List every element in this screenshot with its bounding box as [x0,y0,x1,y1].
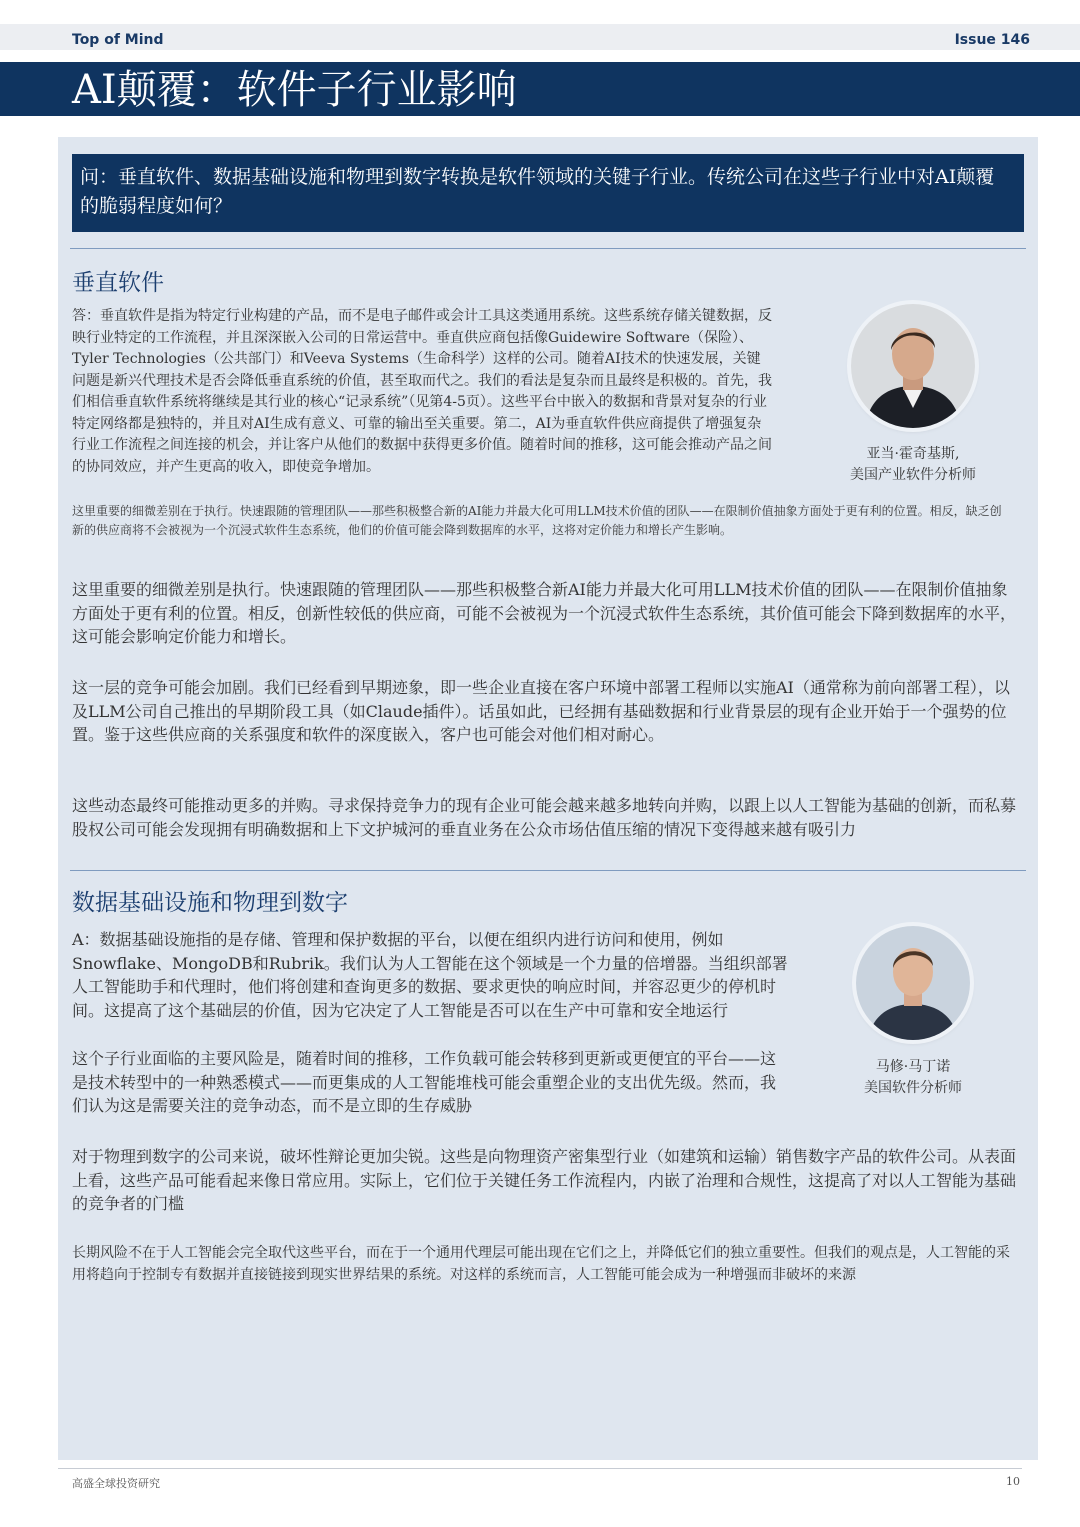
footer-divider [58,1468,1022,1469]
portrait-image [851,304,975,428]
issue-label: Issue 146 [954,32,1030,48]
vertical-software-paragraph-3: 这里重要的细微差别是执行。快速跟随的管理团队——那些积极整合新AI能力并最大化可用LLM技术价值的团队——在限制价值抽象方面处于更有利的位置。相反，创新性较低的供应商，可能不会被视为一个沉浸式软件生态系统，其价值可能会下降到数据库的水平，这可能会影响定价能力和增长。 [72,580,1017,646]
section-divider [70,248,1026,249]
section-heading-data-infrastructure: 数据基础设施和物理到数字 [72,890,348,916]
analyst-caption-2 [803,1057,1023,1099]
vertical-software-paragraph-4: 这一层的竞争可能会加剧。我们已经看到早期迹象，即一些企业直接在客户环境中部署工程师以实施AI（通常称为前向部署工程），以及LLM公司自己推出的早期阶段工具（如Claude插件）。话虽如此，已经拥有基础数据和行业背景层的现有企业开始于一个强势的位置。鉴于这些供应商的关系强度和软件的深度嵌入，客户也可能会对他们相对耐心。 [72,678,1010,744]
section-heading-vertical-software: 垂直软件 [72,270,164,296]
analyst-avatar-2 [856,926,970,1040]
data-infrastructure-paragraph-2: 这个子行业面临的主要风险是，随着时间的推移，工作负载可能会转移到更新或更便宜的平台——这是技术转型中的一种熟悉模式——而更集成的人工智能堆栈可能会重塑企业的支出优先级。然而，我们认为这是需要关注的竞争动态，而不是立即的生存威胁 [72,1049,777,1115]
analyst-title-2: 美国软件分析师 [864,1080,962,1096]
physical-to-digital-paragraph-1: 对于物理到数字的公司来说，破坏性辩论更加尖锐。这些是向物理资产密集型行业（如建筑和运输）销售数字产品的软件公司。从表面上看，这些产品可能看起来像日常应用。实际上，它们位于关键任务工作流程内，内嵌了治理和合规性，这提高了对以人工智能为基础的竞争者的门槛 [72,1147,1017,1213]
vertical-software-paragraph-1: 答：垂直软件是指为特定行业构建的产品，而不是电子邮件或会计工具这类通用系统。这些系统存储关键数据，反映行业特定的工作流程，并且深深嵌入公司的日常运营中。垂直供应商包括像Guidewire Software（保险）、Tyler Technologies（公共部门）和Veeva Systems（生命科学）这样的公司。随着AI技术的快速发展，关键问题是新兴代理技术是否会降低垂直系统的价值，甚至取而代之。我们的看法是复杂而且最终是积极的。首先，我们相信垂直软件系统将继续是其行业的核心“记录系统”（见第4-5页）。这些平台中嵌入的数据和背景对复杂的行业特定网络都是独特的，并且对AI生成有意义、可靠的输出至关重要。第二，AI为垂直软件供应商提供了增强复杂行业工作流程之间连接的机会，并让客户从他们的数据中获得更多价值。随着时间的推移，这可能会推动产品之间的协同效应，并产生更高的收入，即使竞争增加。 [72,308,772,475]
physical-to-digital-paragraph-2: 长期风险不在于人工智能会完全取代这些平台，而在于一个通用代理层可能出现在它们之上，并降低它们的独立重要性。但我们的观点是，人工智能的采用将趋向于控制专有数据并直接链接到现实世界结果的系统。对这样的系统而言，人工智能可能会成为一种增强而非破坏的来源 [72,1245,1010,1283]
page-number: 10 [1006,1475,1020,1488]
vertical-software-paragraph-2: 这里重要的细微差别在于执行。快速跟随的管理团队——那些积极整合新的AI能力并最大化可用LLM技术价值的团队——在限制价值抽象方面处于更有利的位置。相反，缺乏创新的供应商将不会被视为一个沉浸式软件生态系统，他们的价值可能会降到数据库的水平，这将对定价能力和增长产生影响。 [72,504,1002,537]
footer-source: 高盛全球投资研究 [72,1477,160,1490]
section-divider [70,870,1026,871]
page-title: AI颠覆：软件子行业影响 [72,67,517,113]
analyst-name-2: 马修·马丁诺 [875,1059,951,1075]
analyst-name-1: 亚当·霍奇基斯, [866,446,960,462]
question-box: 问：垂直软件、数据基础设施和物理到数字转换是软件领域的关键子行业。传统公司在这些子行业中对AI颠覆的脆弱程度如何？ [72,154,1024,232]
analyst-avatar-1 [851,304,975,428]
portrait-image [856,926,970,1040]
analyst-caption-1 [803,444,1023,486]
data-infrastructure-paragraph-1: A：数据基础设施指的是存储、管理和保护数据的平台，以便在组织内进行访问和使用，例如Snowflake、MongoDB和Rubrik。我们认为人工智能在这个领域是一个力量的倍增器。当组织部署人工智能助手和代理时，他们将创建和查询更多的数据、要求更快的响应时间，并容忍更少的停机时间。这提高了这个基础层的价值，因为它决定了人工智能是否可以在生产中可靠和安全地运行 [72,930,788,1020]
analyst-title-1: 美国产业软件分析师 [850,467,976,483]
title-bar [0,62,1080,116]
series-label: Top of Mind [72,32,164,48]
vertical-software-paragraph-5: 这些动态最终可能推动更多的并购。寻求保持竞争力的现有企业可能会越来越多地转向并购，以跟上以人工智能为基础的创新，而私募股权公司可能会发现拥有明确数据和上下文护城河的垂直业务在公众市场估值压缩的情况下变得越来越有吸引力 [72,796,1017,839]
